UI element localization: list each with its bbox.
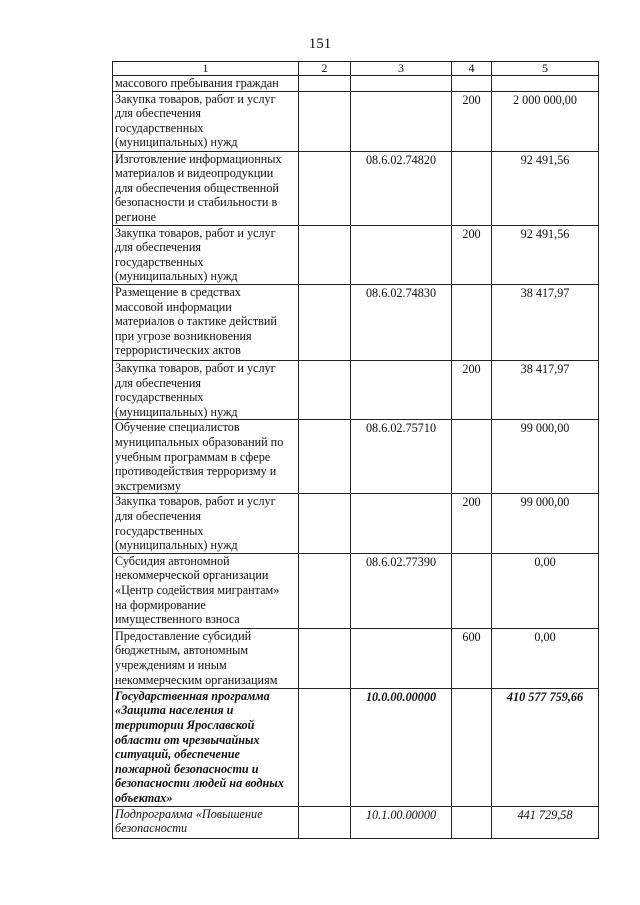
row-amount: 99 000,00: [492, 494, 599, 553]
row-type: 200: [452, 360, 492, 419]
row-type: 600: [452, 628, 492, 688]
row-col2: [299, 360, 351, 419]
table-row: [113, 91, 599, 151]
header-cell-4: 4: [452, 62, 492, 76]
row-col2: [299, 284, 351, 360]
header-cell-5: 5: [492, 62, 599, 76]
row-type: [452, 76, 492, 92]
row-code: [351, 494, 452, 553]
table-row: [113, 628, 599, 688]
row-type: [452, 553, 492, 628]
row-description: массового пребывания граждан: [113, 76, 299, 92]
row-code: [351, 76, 452, 92]
row-col2: [299, 225, 351, 284]
row-code: 08.6.02.77390: [351, 553, 452, 628]
row-code: [351, 628, 452, 688]
row-code: 08.6.02.74820: [351, 151, 452, 225]
row-amount: 38 417,97: [492, 284, 599, 360]
row-description: Закупка товаров, работ и услуг для обеспечения государственных (муниципальных) нужд: [113, 360, 299, 419]
row-code: 10.0.00.00000: [351, 688, 452, 806]
row-amount: 38 417,97: [492, 360, 599, 419]
row-col2: [299, 806, 351, 838]
row-description: Подпрограмма «Повышение безопасности: [113, 806, 299, 838]
row-description: Закупка товаров, работ и услуг для обеспечения государственных (муниципальных) нужд: [113, 91, 299, 151]
table-row: [113, 225, 599, 284]
row-code: [351, 360, 452, 419]
row-type: [452, 151, 492, 225]
row-col2: [299, 628, 351, 688]
header-cell-2: 2: [299, 62, 351, 76]
row-type: 200: [452, 225, 492, 284]
row-type: [452, 806, 492, 838]
row-amount: [492, 76, 599, 92]
row-code: 10.1.00.00000: [351, 806, 452, 838]
row-col2: [299, 151, 351, 225]
row-amount: 92 491,56: [492, 151, 599, 225]
row-type: 200: [452, 91, 492, 151]
row-code: 08.6.02.75710: [351, 420, 452, 494]
table-row: [113, 151, 599, 225]
row-code: 08.6.02.74830: [351, 284, 452, 360]
row-amount: 0,00: [492, 628, 599, 688]
row-description: Закупка товаров, работ и услуг для обеспечения государственных (муниципальных) нужд: [113, 225, 299, 284]
row-col2: [299, 76, 351, 92]
row-description: Предоставление субсидий бюджетным, автономным учреждениям и иным некоммерческим организациям: [113, 628, 299, 688]
table-row: [113, 553, 599, 628]
header-cell-3: 3: [351, 62, 452, 76]
row-description: Размещение в средствах массовой информации материалов о тактике действий при угрозе возникновения террористических актов: [113, 284, 299, 360]
row-description: Государственная программа «Защита населения и территории Ярославской области от чрезвычайных ситуаций, обеспечение пожарной безопасности и безопасности людей на водных объектах»: [113, 688, 299, 806]
row-amount: 99 000,00: [492, 420, 599, 494]
row-type: 200: [452, 494, 492, 553]
row-amount: 441 729,58: [492, 806, 599, 838]
table-row-subprogram: [113, 806, 599, 838]
page-number: 151: [308, 36, 332, 52]
row-code: [351, 91, 452, 151]
table-row: [113, 360, 599, 419]
header-row: [113, 62, 599, 76]
row-type: [452, 284, 492, 360]
row-col2: [299, 420, 351, 494]
table-row: [113, 76, 599, 92]
row-code: [351, 225, 452, 284]
row-description: Закупка товаров, работ и услуг для обеспечения государственных (муниципальных) нужд: [113, 494, 299, 553]
table-row: [113, 420, 599, 494]
table-row: [113, 284, 599, 360]
row-col2: [299, 91, 351, 151]
row-col2: [299, 494, 351, 553]
row-amount: 0,00: [492, 553, 599, 628]
header-cell-1: 1: [113, 62, 299, 76]
row-amount: 92 491,56: [492, 225, 599, 284]
row-description: Субсидия автономной некоммерческой организации «Центр содействия мигрантам» на формирование имущественного взноса: [113, 553, 299, 628]
row-amount: 2 000 000,00: [492, 91, 599, 151]
row-description: Обучение специалистов муниципальных образований по учебным программам в сфере противодействия терроризму и экстремизму: [113, 420, 299, 494]
table-row-program: [113, 688, 599, 806]
table-row: [113, 494, 599, 553]
row-col2: [299, 688, 351, 806]
row-description: Изготовление информационных материалов и видеопродукции для обеспечения общественной безопасности и стабильности в регионе: [113, 151, 299, 225]
row-type: [452, 688, 492, 806]
row-type: [452, 420, 492, 494]
row-amount: 410 577 759,66: [492, 688, 599, 806]
budget-table: [112, 61, 599, 839]
row-col2: [299, 553, 351, 628]
